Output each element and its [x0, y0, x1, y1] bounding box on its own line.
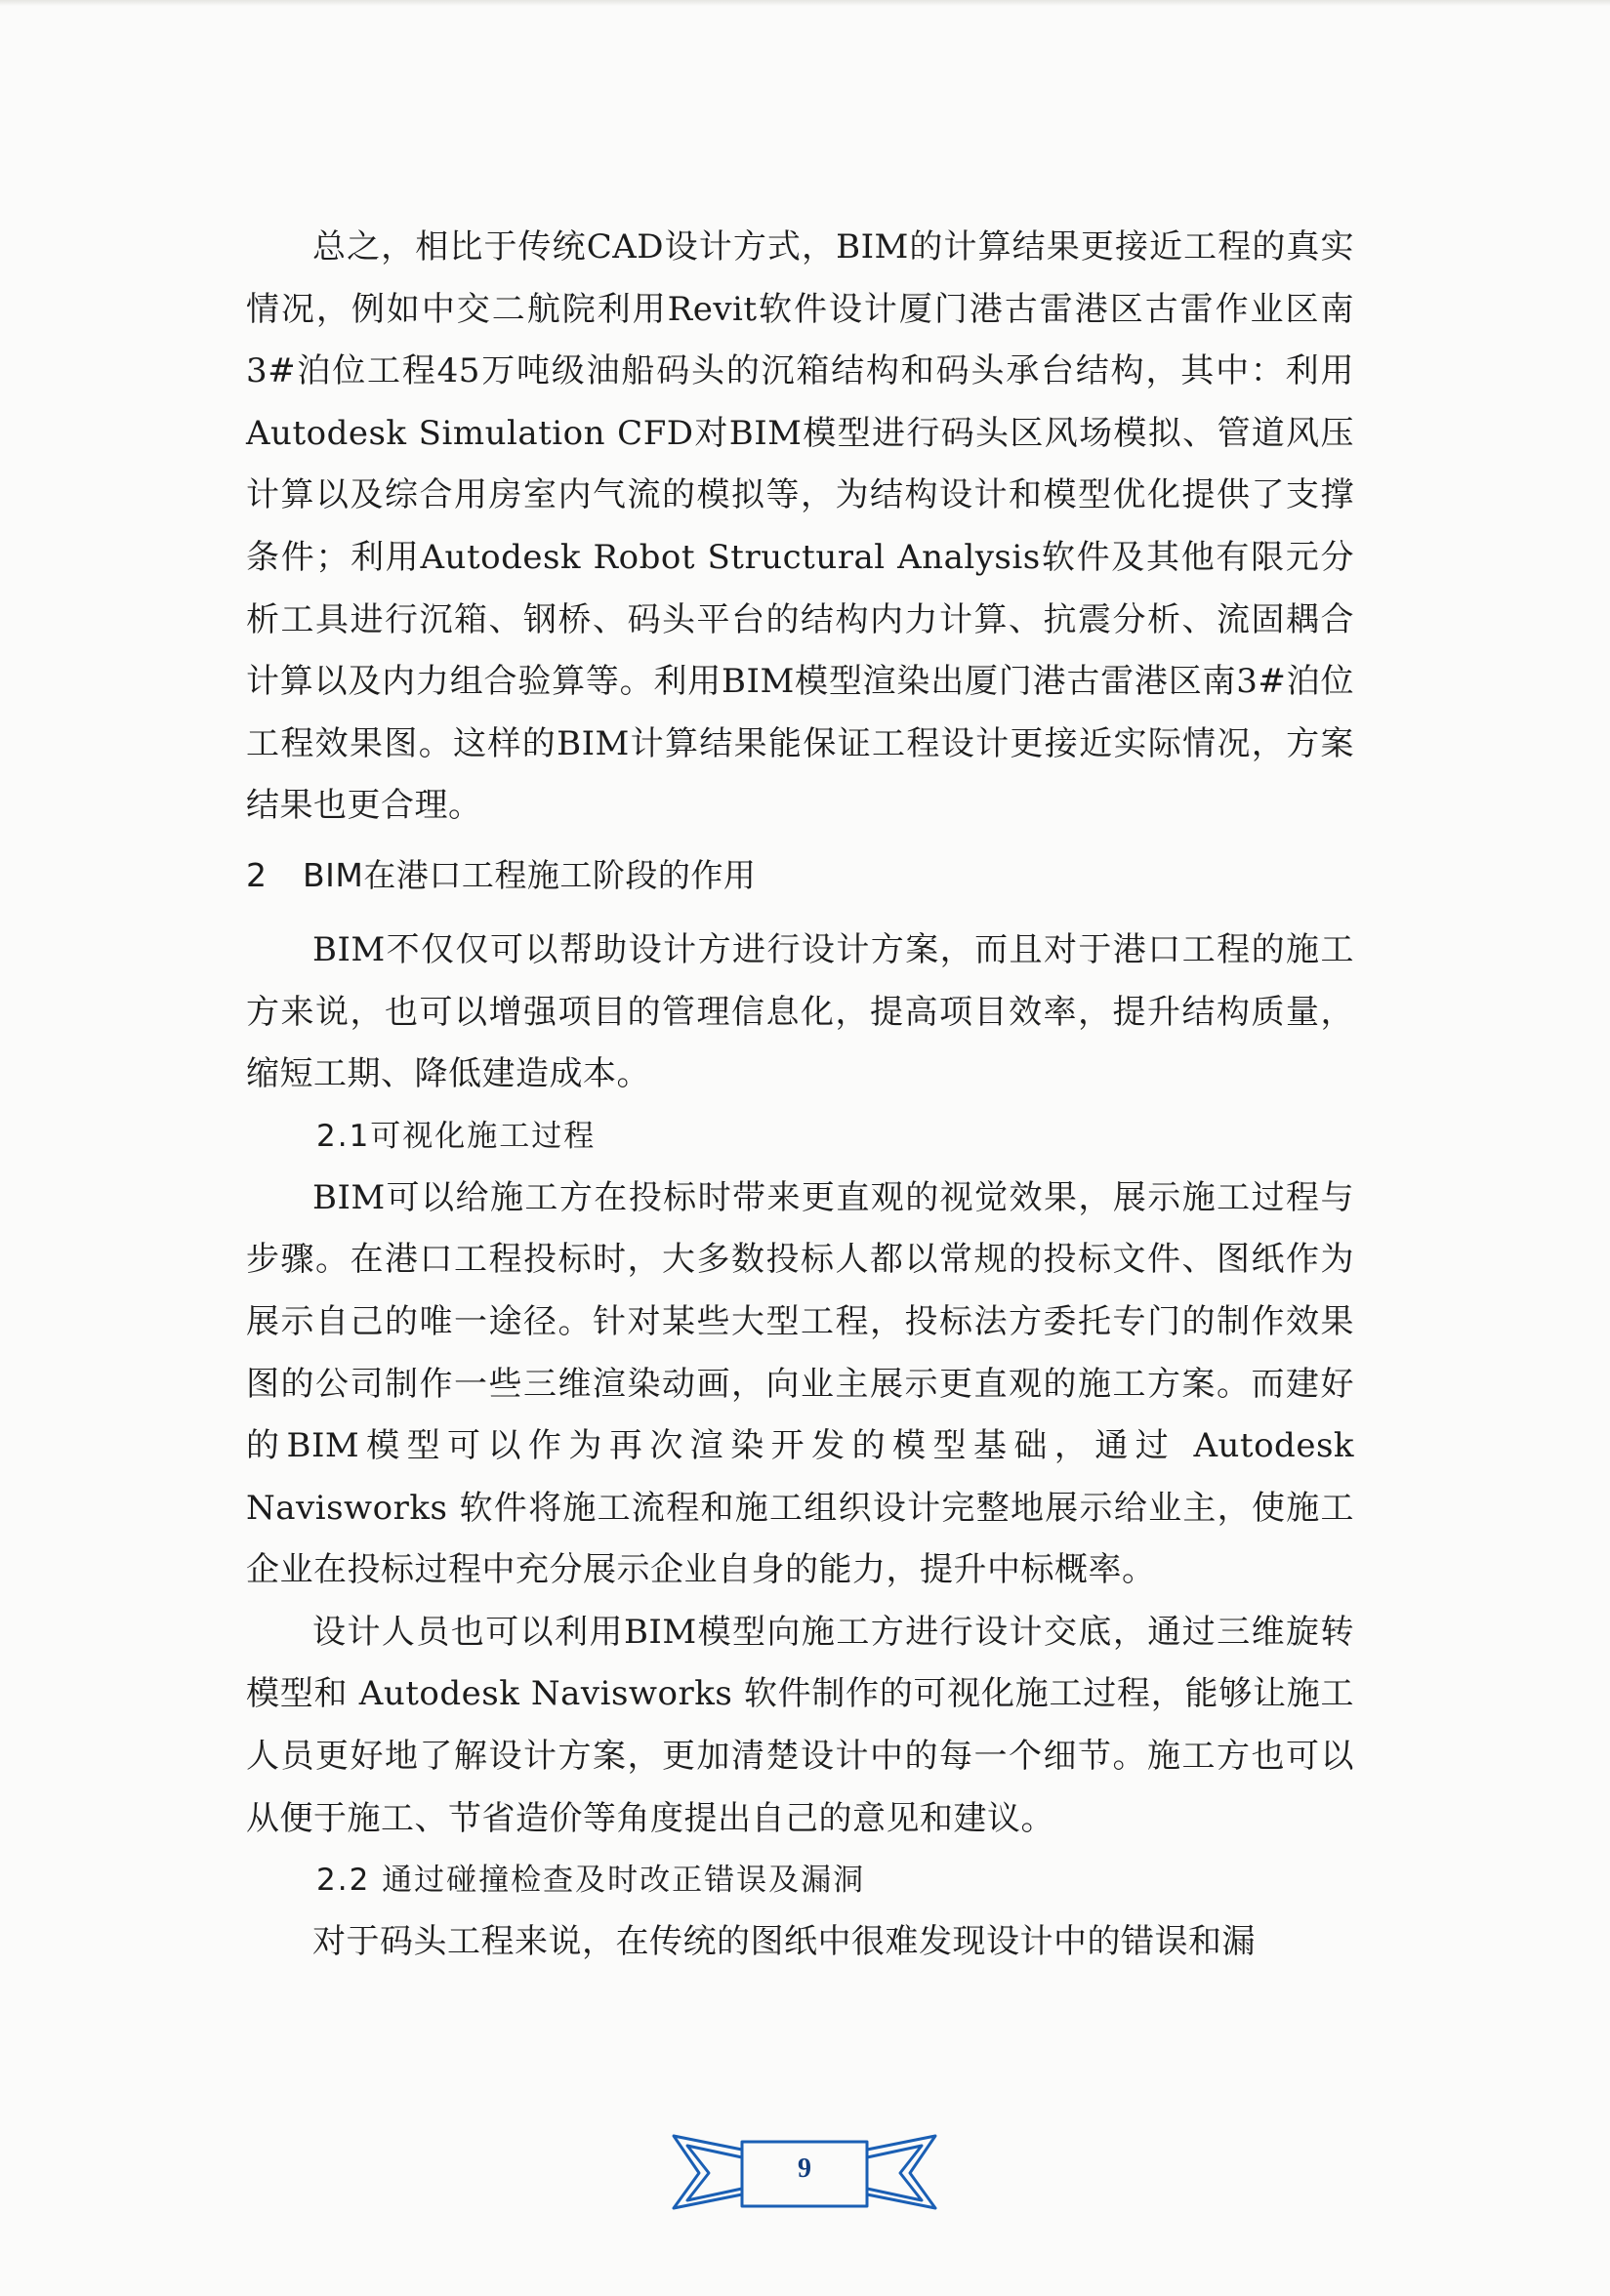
- paragraph-collision-check: 对于码头工程来说，在传统的图纸中很难发现设计中的错误和漏: [312, 1922, 1256, 1962]
- page-number: 9: [798, 2153, 811, 2184]
- subsection-heading-2-2: 2.2 通过碰撞检查及时改正错误及漏洞: [316, 1863, 866, 1899]
- section-title: BIM在港口工程施工阶段的作用: [303, 855, 757, 894]
- paragraph-visual-bidding: BIM可以给施工方在投标时带来更直观的视觉效果，展示施工过程与步骤。在港口工程投标时，大多数投标人都以常规的投标文件、图纸作为展示自己的唯一途径。针对某些大型工程，投标法方委托专门的制作效果图的公司制作一些三维渲染动画，向业主展示更直观的施工方案。而建好的BIM模型可以作为再次渲染开发的模型基础，通过 Autodesk Navisworks 软件将施工流程和施工组织设计完整地展示给业主，使施工企业在投标过程中充分展示企业自身的能力，提升中标概率。: [246, 1177, 1354, 1590]
- section-number: 2: [246, 855, 268, 894]
- subsection-heading-2-1: 2.1可视化施工过程: [316, 1118, 597, 1154]
- section-heading-2: [246, 847, 1354, 904]
- body-text: [246, 217, 1354, 1974]
- page-number-ornament: [670, 2132, 939, 2218]
- paragraph-construction-intro: BIM不仅仅可以帮助设计方进行设计方案，而且对于港口工程的施工方来说，也可以增强项目的管理信息化，提高项目效率，提升结构质量，缩短工期、降低建造成本。: [246, 929, 1354, 1094]
- scan-edge-shadow: [0, 0, 1610, 6]
- paragraph-summary: 总之，相比于传统CAD设计方式，BIM的计算结果更接近工程的真实情况，例如中交二航院利用Revit软件设计厦门港古雷港区古雷作业区南3#泊位工程45万吨级油船码头的沉箱结构和码头承台结构，其中：利用Autodesk Simulation CFD对BIM模型进行码头区风场模拟、管道风压计算以及综合用房室内气流的模拟等，为结构设计和模型优化提供了支撑条件；利用Autodesk Robot Structural Analysis软件及其他有限元分析工具进行沉箱、钢桥、码头平台的结构内力计算、抗震分析、流固耦合计算以及内力组合验算等。利用BIM模型渲染出厦门港古雷港区南3#泊位工程效果图。这样的BIM计算结果能保证工程设计更接近实际情况，方案结果也更合理。: [246, 227, 1354, 826]
- paragraph-design-handover: 设计人员也可以利用BIM模型向施工方进行设计交底，通过三维旋转模型和 Autodesk Navisworks 软件制作的可视化施工过程，能够让施工人员更好地了解设计方案，更加清楚设计中的每一个细节。施工方也可以从便于施工、节省造价等角度提出自己的意见和建议。: [246, 1612, 1354, 1838]
